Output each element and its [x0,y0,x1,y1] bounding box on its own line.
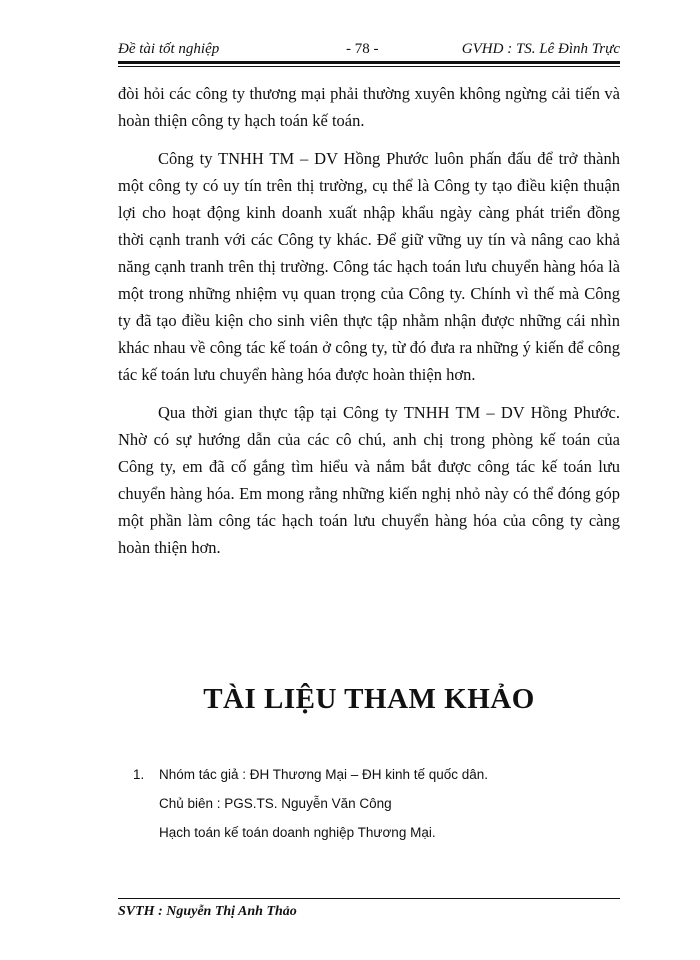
header-advisor: GVHD : TS. Lê Đình Trực [461,41,620,57]
paragraph-2: Công ty TNHH TM – DV Hồng Phước luôn phấn đấu để trở thành một công ty có uy tín trên thị trường, cụ thể là Công ty tạo điều kiện thuận lợi cho hoạt động kinh doanh xuất nhập khẩu ngày càng phát triển đồng thời cạnh tranh với các Công ty khác. Để giữ vững uy tín và nâng cao khả năng cạnh tranh trên thị trường. Công tác hạch toán lưu chuyển hàng hóa là một trong những nhiệm vụ quan trọng của Công ty. Chính vì thế mà Công ty đã tạo điều kiện cho sinh viên thực tập nhằm nhận được những cái nhìn khác nhau về công tác kế toán ở công ty, từ đó đưa ra những ý kiến để công tác kế toán lưu chuyển hàng hóa được hoàn thiện hơn. [118,149,620,384]
footer-rule [118,898,620,899]
reference-item [159,760,488,847]
paragraph-3: Qua thời gian thực tập tại Công ty TNHH TM – DV Hồng Phước. Nhờ có sự hướng dẫn của các cô chú, anh chị trong phòng kế toán của Công ty, em đã cố gắng tìm hiểu và nắm bắt được công tác kế toán lưu chuyển hàng hóa. Em mong rằng những kiến nghị nhỏ này có thể đóng góp một phần làm công tác hạch toán lưu chuyển hàng hóa của công ty càng hoàn thiện hơn. [118,403,620,557]
footer-student: SVTH : Nguyễn Thị Anh Thảo [118,904,297,919]
header-rule-thin [118,66,620,67]
reference-number: 1. [133,767,145,782]
reference-author: Nhóm tác giả : ĐH Thương Mại – ĐH kinh tế quốc dân. [159,767,489,782]
header-thesis-label: Đề tài tốt nghiệp [118,41,220,57]
paragraph-1: đòi hỏi các công ty thương mại phải thường xuyên không ngừng cải tiến và hoàn thiện công ty hạch toán kế toán. [118,84,620,130]
reference-editor: Chủ biên : PGS.TS. Nguyễn Văn Công [159,796,392,811]
reference-title: Hạch toán kế toán doanh nghiệp Thương Mại. [159,825,436,840]
body-content [118,80,620,572]
page-number: - 78 - [346,41,379,57]
header-rule-thick [118,61,620,64]
references-heading: TÀI LIỆU THAM KHẢO [203,683,535,715]
